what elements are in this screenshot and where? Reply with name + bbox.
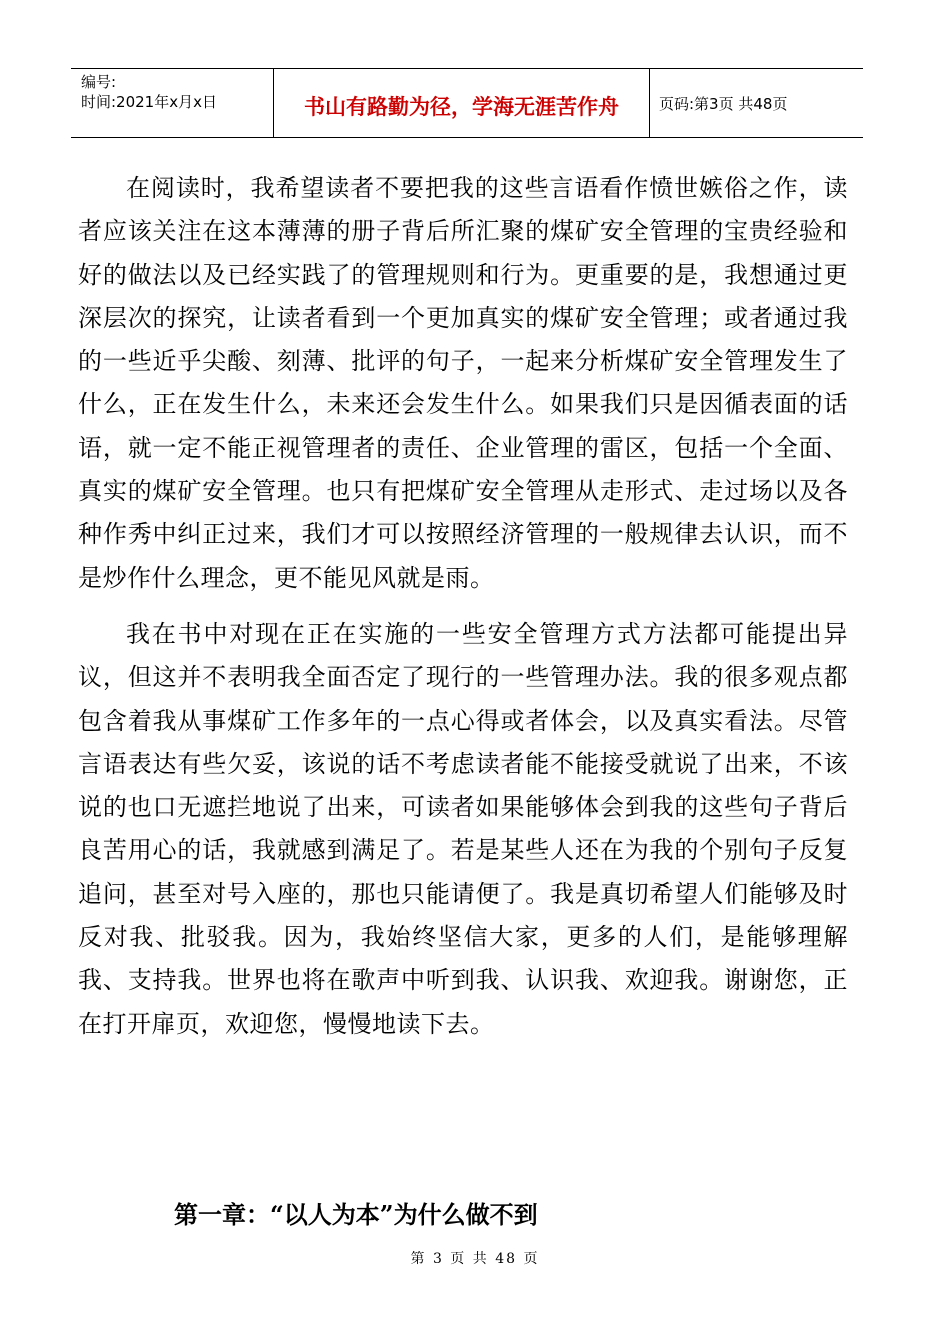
time-label: 时间:2021年x月x日: [81, 93, 217, 111]
header-motto: 书山有路勤为径，学海无涯苦作舟: [274, 69, 650, 137]
body-text: [78, 167, 848, 1046]
chapter-heading: 第一章：“以人为本”为什么做不到: [174, 1200, 538, 1229]
header-meta-cell: [71, 69, 274, 137]
header-page-code: 页码:第3页 共48页: [659, 95, 788, 113]
paragraph-2: 我在书中对现在正在实施的一些安全管理方式方法都可能提出异议，但这并不表明我全面否定了现行的一些管理办法。我的很多观点都包含着我从事煤矿工作多年的一点心得或者体会，以及真实看法。尽管言语表达有些欠妥，该说的话不考虑读者能不能接受就说了出来，不该说的也口无遮拦地说了出来，可读者如果能够体会到我的这些句子背后良苦用心的话，我就感到满足了。若是某些人还在为我的个别句子反复追问，甚至对号入座的，那也只能请便了。我是真切希望人们能够及时反对我、批驳我。因为，我始终坚信大家，更多的人们，是能够理解我、支持我。世界也将在歌声中听到我、认识我、欢迎我。谢谢您，正在打开扉页，欢迎您，慢慢地读下去。: [78, 619, 848, 1038]
page-header: [71, 68, 863, 138]
paragraph-1: 在阅读时，我希望读者不要把我的这些言语看作愤世嫉俗之作，读者应该关注在这本薄薄的册子背后所汇聚的煤矿安全管理的宝贵经验和好的做法以及已经实践了的管理规则和行为。更重要的是，我想通过更深层次的探究，让读者看到一个更加真实的煤矿安全管理；或者通过我的一些近乎尖酸、刻薄、批评的句子，一起来分析煤矿安全管理发生了什么，正在发生什么，未来还会发生什么。如果我们只是因循表面的话语，就一定不能正视管理者的责任、企业管理的雷区，包括一个全面、真实的煤矿安全管理。也只有把煤矿安全管理从走形式、走过场以及各种作秀中纠正过来，我们才可以按照经济管理的一般规律去认识，而不是炒作什么理念，更不能见风就是雨。: [78, 174, 848, 592]
page-footer: 第 3 页 共 48 页: [410, 1251, 540, 1267]
number-label: 编号:: [81, 73, 117, 91]
